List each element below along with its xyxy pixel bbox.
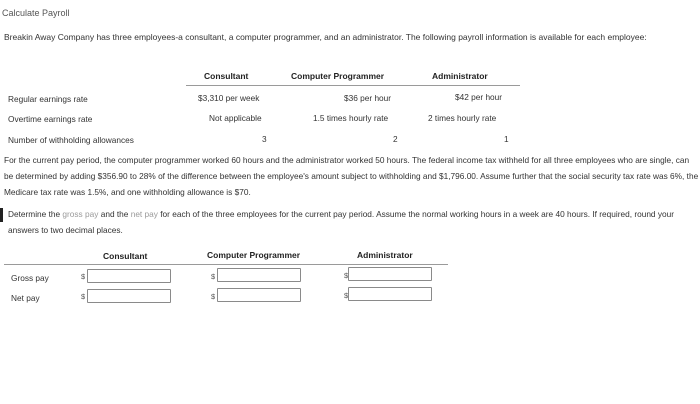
info-row-label: Overtime earnings rate [8,114,93,124]
net-pay-consultant-input[interactable] [87,289,171,303]
info-cell: 1 [504,134,509,144]
answer-header-consultant: Consultant [103,251,148,261]
currency-symbol: $ [81,292,86,301]
currency-symbol: $ [81,272,86,281]
info-cell: $3,310 per week [198,93,260,103]
info-cell: 2 [393,134,398,144]
term-gross-pay: gross pay [62,209,99,219]
info-cell: $36 per hour [344,93,392,103]
info-cell: 3 [262,134,267,144]
info-header-consultant: Consultant [204,71,249,81]
question-text-part: and the [98,209,131,219]
info-header-administrator: Administrator [432,71,488,81]
info-header-rule [186,85,520,86]
net-pay-programmer-input[interactable] [217,288,301,302]
info-cell: Not applicable [209,113,262,123]
question-marker [0,208,3,222]
gross-pay-administrator-input[interactable] [348,267,432,281]
net-pay-administrator-input[interactable] [348,287,432,301]
intro-text: Breakin Away Company has three employees-a consultant, a computer programmer, and an administrator. The following payroll information is available for each employee: [4,32,647,42]
net-pay-label: Net pay [11,293,40,303]
gross-pay-programmer-input[interactable] [217,268,301,282]
answer-header-administrator: Administrator [357,250,413,260]
info-cell: 2 times hourly rate [428,113,497,123]
info-row-label: Regular earnings rate [8,94,88,104]
answer-header-rule [4,264,448,265]
currency-symbol: $ [344,291,349,300]
question-text [8,206,694,238]
info-header-programmer: Computer Programmer [291,71,385,81]
question-text-part: for each of the three employees for the current pay period. Assume the normal working hours in a week are 40 hours. If required, round your answers to two decimal places. [8,209,674,235]
currency-symbol: $ [211,272,216,281]
term-net-pay: net pay [130,209,158,219]
gross-pay-label: Gross pay [11,273,49,283]
page-title: Calculate Payroll [2,8,70,18]
currency-symbol: $ [211,292,216,301]
currency-symbol: $ [344,271,349,280]
question-text-part: Determine the [8,209,63,219]
info-row-label: Number of withholding allowances [8,135,134,145]
info-cell: 1.5 times hourly rate [313,113,389,123]
scenario-paragraph: For the current pay period, the computer programmer worked 60 hours and the administrator worked 50 hours. The federal income tax withheld for all three employees who are single, can be determined by adding $356.90 to 28% of the difference between the employee's amount subject to withholding and $1,796.00. Assume further that the social security tax rate was 6%, the Medicare tax rate was 1.5%, and one withholding allowance is $70. [4,155,699,197]
answer-header-programmer: Computer Programmer [207,250,301,260]
info-cell: $42 per hour [455,92,503,102]
gross-pay-consultant-input[interactable] [87,269,171,283]
